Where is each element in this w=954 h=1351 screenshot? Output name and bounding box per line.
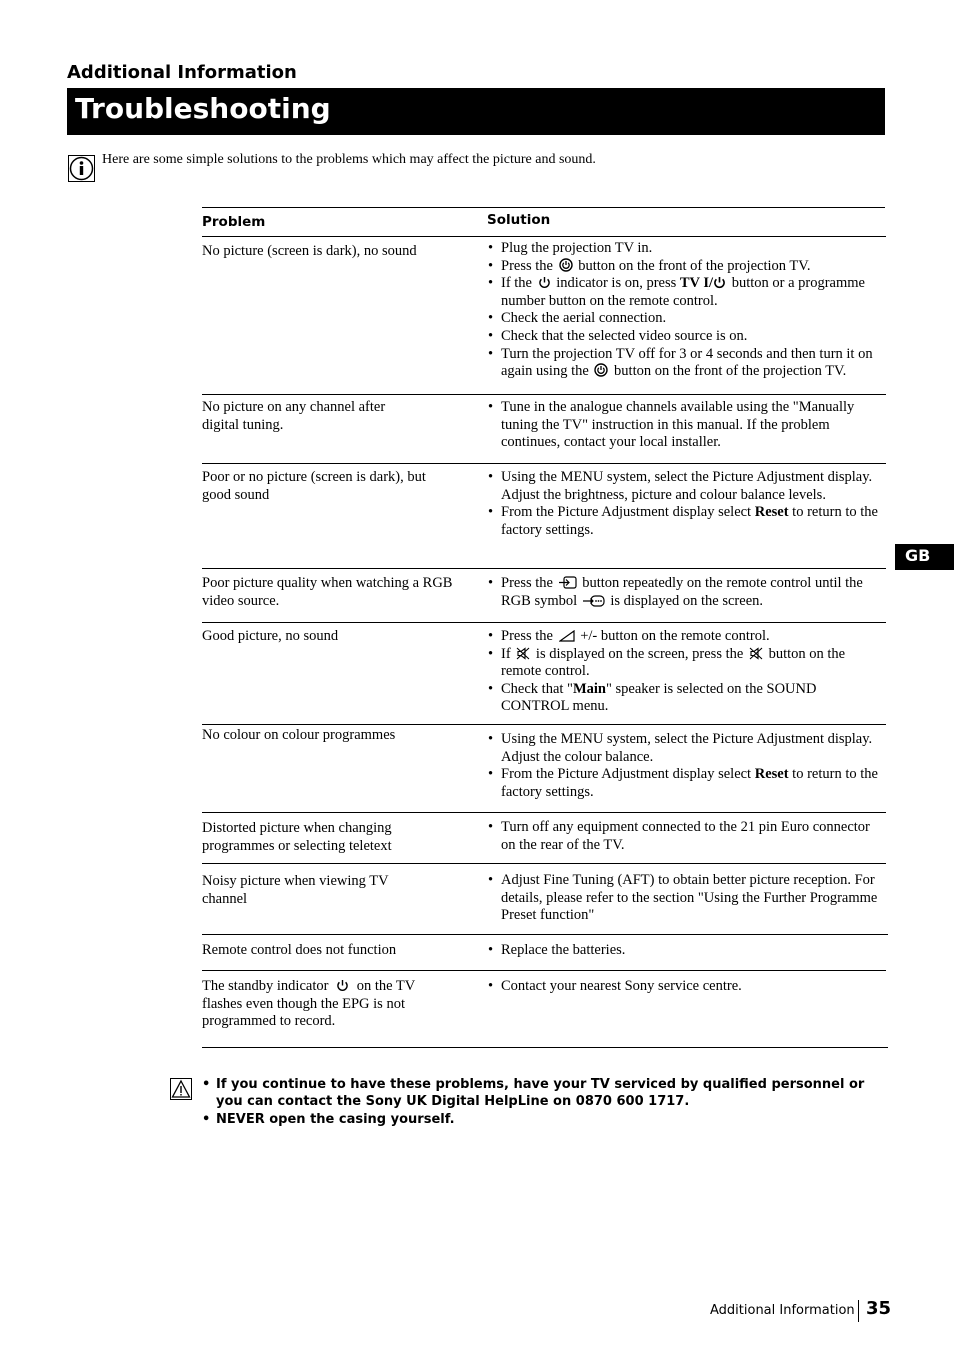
column-header-problem: Problem <box>202 214 266 230</box>
intro-text: Here are some simple solutions to the problems which may affect the picture and sound. <box>102 152 596 167</box>
solution-item: • Press the button on the front of the projection TV. <box>487 258 887 276</box>
solution-list <box>487 240 887 381</box>
solution-list <box>487 575 887 610</box>
standby-power-icon <box>538 276 551 289</box>
table-rule <box>202 970 886 971</box>
table-rule <box>202 724 886 725</box>
solution-item: • Using the MENU system, select the Picture Adjustment display. Adjust the brightness, picture and colour balance levels. <box>487 469 887 504</box>
solution-list <box>487 819 887 854</box>
title-bar <box>67 88 885 135</box>
solution-item: • From the Picture Adjustment display select Reset to return to the factory settings. <box>487 504 887 539</box>
table-rule <box>202 207 885 208</box>
solution-list <box>487 628 887 716</box>
solution-item: • Check the aerial connection. <box>487 310 887 328</box>
table-rule <box>202 812 886 813</box>
solution-list <box>487 978 887 996</box>
main-power-icon <box>559 258 573 272</box>
problem-cell: Distorted picture when changing programmes or selecting teletext <box>202 820 392 854</box>
problem-cell: Poor picture quality when watching a RGB video source. <box>202 575 453 609</box>
warning-triangle-icon <box>170 1078 192 1100</box>
table-rule <box>202 622 886 623</box>
problem-cell: Poor or no picture (screen is dark), but good sound <box>202 469 426 503</box>
solution-list <box>487 872 887 925</box>
warning-list <box>202 1076 892 1128</box>
problem-cell: Good picture, no sound <box>202 628 339 644</box>
problem-cell: Remote control does not function <box>202 942 397 958</box>
solution-item: • If is displayed on the screen, press the button on the remote control. <box>487 646 887 681</box>
problem-cell: No picture on any channel after digital tuning. <box>202 399 386 433</box>
table-rule <box>202 934 888 935</box>
table-rule <box>202 463 886 464</box>
solution-item: • Press the +/- button on the remote control. <box>487 628 887 646</box>
problem-cell: Noisy picture when viewing TV channel <box>202 873 389 907</box>
standby-power-icon <box>336 979 349 992</box>
solution-item: • Check that "Main" speaker is selected on the SOUND CONTROL menu. <box>487 681 887 716</box>
solution-list <box>487 731 887 801</box>
warning-item: • If you continue to have these problems, have your TV serviced by qualified personnel or you can contact the Sony UK Digital HelpLine on 0870 600 1717. <box>202 1076 892 1111</box>
solution-item: • Adjust Fine Tuning (AFT) to obtain better picture reception. For details, please refer to the section "Using the Further Programme Preset function" <box>487 872 887 925</box>
page-title: Troubleshooting <box>75 92 331 125</box>
solution-item: • Turn the projection TV off for 3 or 4 seconds and then turn it on again using the button on the front of the projection TV. <box>487 346 887 381</box>
table-rule <box>202 1047 888 1048</box>
solution-item: • Using the MENU system, select the Picture Adjustment display. Adjust the colour balance. <box>487 731 887 766</box>
solution-item: • Turn off any equipment connected to the 21 pin Euro connector on the rear of the TV. <box>487 819 887 854</box>
info-icon <box>68 155 95 182</box>
solution-item: • Tune in the analogue channels available using the "Manually tuning the TV" instruction in this manual. If the problem continues, contact your local installer. <box>487 399 887 452</box>
table-rule <box>202 236 886 237</box>
rgb-symbol-icon <box>583 595 605 607</box>
solution-item: • Plug the projection TV in. <box>487 240 887 258</box>
standby-power-icon <box>713 276 726 289</box>
table-rule <box>202 568 886 569</box>
page-number: 35 <box>866 1298 892 1319</box>
solution-item: • Contact your nearest Sony service centre. <box>487 978 887 996</box>
volume-icon <box>559 630 575 642</box>
column-header-solution: Solution <box>487 212 551 228</box>
table-rule <box>202 394 886 395</box>
solution-list <box>487 399 887 452</box>
main-power-icon <box>594 363 608 377</box>
problem-cell: No colour on colour programmes <box>202 727 396 743</box>
mute-icon <box>516 647 530 660</box>
mute-icon <box>749 647 763 660</box>
solution-item: • Replace the batteries. <box>487 942 887 960</box>
solution-item: • Check that the selected video source is on. <box>487 328 887 346</box>
language-tab-label: GB <box>905 546 931 565</box>
solution-list <box>487 469 887 539</box>
language-tab <box>895 544 954 570</box>
footer-section-label: Additional Information <box>710 1303 855 1318</box>
solution-item: • From the Picture Adjustment display select Reset to return to the factory settings. <box>487 766 887 801</box>
warning-item: • NEVER open the casing yourself. <box>202 1111 892 1128</box>
solution-list <box>487 942 887 960</box>
solution-item: • If the indicator is on, press TV I/ button or a programme number button on the remote control. <box>487 275 887 310</box>
footer-divider <box>858 1300 859 1322</box>
table-rule <box>202 863 886 864</box>
input-select-icon <box>559 576 577 589</box>
section-title: Additional Information <box>67 62 297 83</box>
problem-cell: The standby indicator on the TV flashes even though the EPG is not programmed to record. <box>202 978 415 1030</box>
solution-item: • Press the button repeatedly on the remote control until the RGB symbol is displayed on the screen. <box>487 575 887 610</box>
problem-cell: No picture (screen is dark), no sound <box>202 243 417 259</box>
